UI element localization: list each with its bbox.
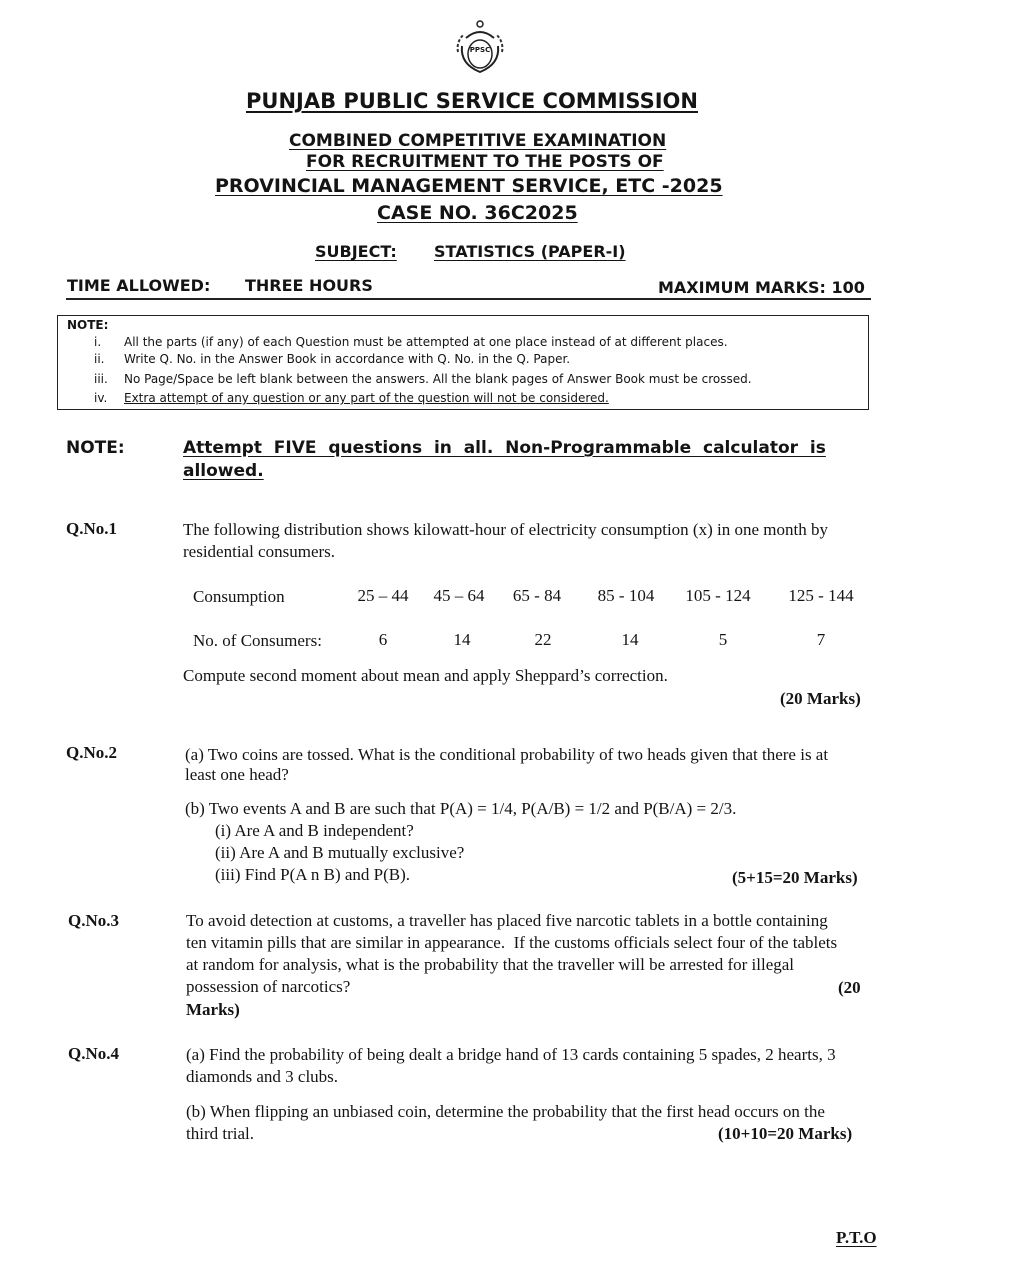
question-2a-line1: (a) Two coins are tossed. What is the conditional probability of two heads given that there is at bbox=[185, 745, 829, 764]
table-cell-frequency: 14 bbox=[453, 630, 471, 649]
question-3-marks-part1: (20 bbox=[838, 978, 861, 997]
table-cell-frequency: 5 bbox=[718, 630, 728, 649]
question-1-marks: (20 Marks) bbox=[780, 689, 861, 708]
table-cell-frequency: 14 bbox=[621, 630, 639, 649]
table-cell-frequency: 7 bbox=[816, 630, 826, 649]
table-row-header-consumption: Consumption bbox=[193, 587, 285, 606]
instruction-item-text: Write Q. No. in the Answer Book in accordance with Q. No. in the Q. Paper. bbox=[124, 352, 571, 366]
question-3-line1: To avoid detection at customs, a traveller has placed five narcotic tablets in a bottle containing bbox=[186, 911, 828, 930]
exam-title-line3: PROVINCIAL MANAGEMENT SERVICE, ETC -2025 bbox=[215, 175, 723, 197]
exam-title-line1: COMBINED COMPETITIVE EXAMINATION bbox=[289, 131, 667, 151]
question-3-label: Q.No.3 bbox=[68, 911, 119, 930]
main-note-text-line1: Attempt FIVE questions in all. Non-Programmable calculator is bbox=[183, 438, 826, 458]
main-note-label: NOTE: bbox=[66, 438, 125, 458]
table-cell-class: 125 - 144 bbox=[788, 586, 854, 605]
table-cell-class: 65 - 84 bbox=[512, 586, 562, 605]
instruction-item: iv. bbox=[94, 391, 108, 405]
commission-title: PUNJAB PUBLIC SERVICE COMMISSION bbox=[246, 89, 698, 113]
question-4b-line2: third trial. bbox=[186, 1124, 254, 1143]
subject-value: STATISTICS (PAPER-I) bbox=[434, 242, 626, 261]
logo-text: PPSC bbox=[469, 46, 491, 54]
question-2a-line2: least one head? bbox=[185, 765, 289, 784]
instruction-item: ii. bbox=[94, 352, 105, 366]
table-cell-class: 45 – 64 bbox=[433, 586, 485, 605]
table-cell-class: 105 - 124 bbox=[685, 586, 751, 605]
question-2b-i: (i) Are A and B independent? bbox=[215, 821, 414, 840]
instruction-item-text: Extra attempt of any question or any part of the question will not be considered. bbox=[124, 391, 609, 405]
question-3-line3: at random for analysis, what is the probability that the traveller will be arrested for illegal bbox=[186, 955, 795, 974]
ppsc-logo bbox=[452, 16, 508, 78]
instructions-title: NOTE: bbox=[67, 318, 109, 332]
question-3-marks-part2: Marks) bbox=[186, 1000, 240, 1019]
question-2b-ii: (ii) Are A and B mutually exclusive? bbox=[215, 843, 465, 862]
question-2b-line1: (b) Two events A and B are such that P(A) = 1/4, P(A/B) = 1/2 and P(B/A) = 2/3. bbox=[185, 799, 737, 818]
instructions-box bbox=[57, 315, 869, 410]
case-number: CASE NO. 36C2025 bbox=[377, 202, 578, 224]
exam-title-line2: FOR RECRUITMENT TO THE POSTS OF bbox=[306, 152, 664, 172]
instruction-item-text: No Page/Space be left blank between the answers. All the blank pages of Answer Book must be crossed. bbox=[124, 372, 752, 386]
table-row-header-consumers: No. of Consumers: bbox=[193, 631, 322, 650]
question-1-text-line2: residential consumers. bbox=[183, 542, 336, 561]
header-rule bbox=[66, 298, 871, 300]
maximum-marks: MAXIMUM MARKS: 100 bbox=[658, 278, 865, 297]
instruction-item: i. bbox=[94, 335, 102, 349]
time-allowed-value: THREE HOURS bbox=[245, 276, 373, 295]
question-1-label: Q.No.1 bbox=[66, 519, 117, 538]
question-3-line4: possession of narcotics? bbox=[186, 977, 351, 996]
question-4-marks: (10+10=20 Marks) bbox=[718, 1124, 853, 1143]
question-2b-iii: (iii) Find P(A n B) and P(B). bbox=[215, 865, 411, 884]
question-2-label: Q.No.2 bbox=[66, 743, 117, 762]
question-4a-line1: (a) Find the probability of being dealt a bridge hand of 13 cards containing 5 spades, 2 hearts, 3 bbox=[186, 1045, 836, 1064]
question-4a-line2: diamonds and 3 clubs. bbox=[186, 1067, 339, 1086]
question-2-marks: (5+15=20 Marks) bbox=[732, 868, 858, 887]
table-cell-class: 25 – 44 bbox=[357, 586, 409, 605]
instruction-item: iii. bbox=[94, 372, 108, 386]
please-turn-over: P.T.O bbox=[836, 1228, 877, 1247]
question-4-label: Q.No.4 bbox=[68, 1044, 119, 1063]
question-3-line2: ten vitamin pills that are similar in appearance. If the customs officials select four of the tablets bbox=[186, 933, 838, 952]
table-cell-class: 85 - 104 bbox=[597, 586, 655, 605]
question-4b-line1: (b) When flipping an unbiased coin, determine the probability that the first head occurs on the bbox=[186, 1102, 825, 1121]
table-cell-frequency: 6 bbox=[378, 630, 388, 649]
table-cell-frequency: 22 bbox=[534, 630, 552, 649]
question-1-text-line1: The following distribution shows kilowatt-hour of electricity consumption (x) in one month by bbox=[183, 520, 828, 539]
instruction-item-text: All the parts (if any) of each Question must be attempted at one place instead of at different places. bbox=[124, 335, 728, 349]
main-note-text-line2: allowed. bbox=[183, 461, 264, 481]
subject-label: SUBJECT: bbox=[315, 242, 397, 261]
question-1-instruction: Compute second moment about mean and apply Sheppard’s correction. bbox=[183, 666, 668, 685]
time-allowed-label: TIME ALLOWED: bbox=[67, 276, 211, 295]
